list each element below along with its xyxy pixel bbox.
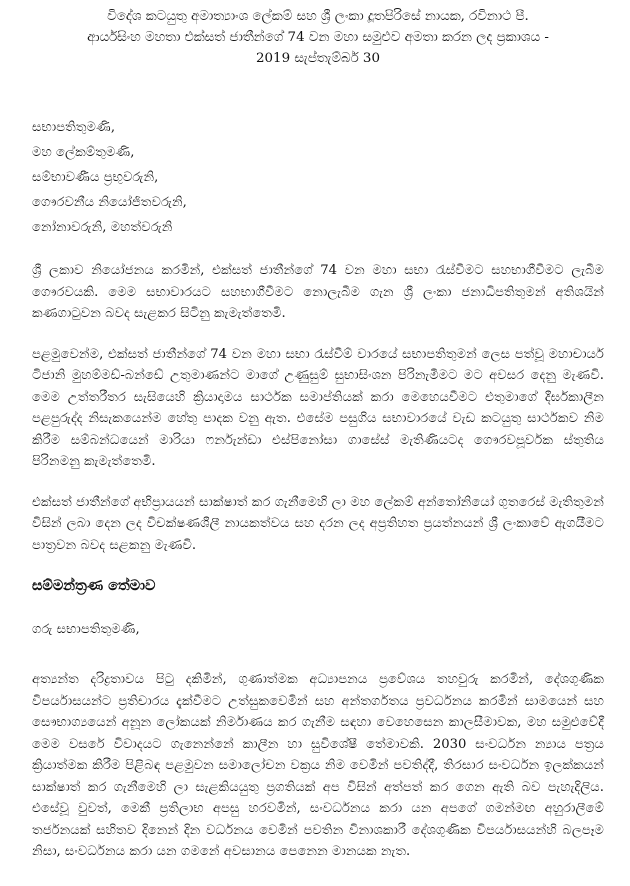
title-line: විදේශ කටයුතු අමාත්‍යාංශ ලේකම් සහ ශ්‍රී ලංකා දූතපිරිසේ නායක, රවිනාථ පී. xyxy=(107,9,529,24)
title-line: ආර්යසිංහ මහතා එක්සත් ජාතීන්ගේ 74 වන මහා සමුළුව අමතා කරන ලද ප්‍රකාශය - xyxy=(87,30,549,45)
section-heading: සම්මන්ත්‍රණ තේමාව xyxy=(32,577,156,594)
salutation-block xyxy=(32,115,604,240)
document-title xyxy=(32,6,604,69)
salutation-line: සභාපතිතුමණි, xyxy=(32,120,116,135)
paragraph-opening: ශ්‍රී ලකාව නියෝජනය කරමින්, එක්සත් ජාතීන්ගේ 74 වන මහා සභා රැස්වීමට සහභාගීවීමට ලැබීම ගෞරවයකි. මෙම සභාවාරයට සහභාගීවීමට නොලැබීම ගැන ශ්‍රී ලංකා ජනාධිපතිතුමන් අතිශයින් කණගාටුවන බවද සැළකර සිටිනු කැමැත්තෙමි. xyxy=(32,263,604,321)
paragraph-secretary-general: එක්සත් ජාතීන්ගේ අභිප්‍රායයන් සාක්ෂාත් කර ගැනීමෙහි ලා මහ ලේකම් අන්තෝනියෝ ගුතරෙස් මැතිතුමන් විසින් ලබා දෙන ලද විචක්ෂණශීලී නායකත්වය සහ දරන ලද අප්‍රතිහත ප්‍රයත්නයන් ශ්‍රී ලංකාවේ ඇගයීමට පාත්‍රවන බවද සළකනු මැණවි. xyxy=(32,494,604,553)
paragraph-congratulations: පළමුවෙන්ම, එක්සත් ජාතීන්ගේ 74 වන මහා සභා රැස්වීම් වාරයේ සභාපතිතුමන් ලෙස පත්වූ මහාචාර්ය ටිජානි මුහම්මඩ්-බන්ඩේ උතුමාණන්ට මාගේ උණුසුම් සුභාසිංශන පිරිනැමීමට මට අවසර දෙනු මැණවි. මෙම උත්තරීතර සැසියෙහි ක්‍රියාදාමය සාර්ථක සමාප්තියක් කරා මෙහෙයවීමට එතුමාගේ දීර්ඝකාලීන පළපුරුද්ද නිසැකයෙන්ම හේතු පාදක වනු ඇත. එසේම පසුගිය සභාවාරයේ වැඩ කටයුතු සාර්ථකව නිම කිරීම සම්බන්ධයෙන් මාරියා ෆර්නැන්ඩා එස්පිනෝසා ගාසේස් මැතිණියටද ගෞරවපූර්වක ස්තුතිය පිරිනමනු කැමැත්තෙමි. xyxy=(32,346,604,469)
salutation-line: මහ ලේකම්තුමණි, xyxy=(32,145,135,160)
salutation-line: ගෞරවනීය නියෝජිතවරුනි, xyxy=(32,195,187,210)
section-address: ගරු සභාපතිතුමණි, xyxy=(32,622,140,637)
salutation-line: සම්භාවණීය ප්‍රභුවරුනි, xyxy=(32,170,159,185)
paragraph-theme: අත්‍යන්ත දරිද්‍රතාවය පිටු දකිමින්, ගුණාත්මක අධ්‍යාපනය ප්‍රවේශය තහවුරු කරමින්, දේශගුණික විපර්යාසයන්ට ප්‍රතිචාරය දැක්වීමට උත්සුකවෙමින් සහ අන්තර්ගතය ප්‍රවර්ධනය කරමින් සාමයෙන් සහ සෞභාග්‍යයෙන් අනූන ලෝකයක් නිර්මාණය කර ගැනීම සඳහා වෙහෙසෙන කාලසීමාවක, මහ සමුළුවේදී මෙම වසරේ විවාදයට ගැනෙන්නේ කාලීන හා සුවිශේෂී තේමාවකි. 2030 සංවර්ධන න්‍යාය පත්‍රය ක්‍රියාත්මක කිරීම පිළිබඳ පළමුවන සමාලෝචන වක්‍රය නිම වෙමින් පවතිද්දී, තිරසාර සංවර්ධන ඉලක්කයන් සාක්ෂාත් කර ගැනීමෙහි ලා සැළකියයුතු ප්‍රගතියක් අප විසින් අත්පත් කර ගෙන ඇති බව පැහැදිලිය. එසේවූ වුවත්, මෙකී ප්‍රතිලාභ අපසු හරවමින්, සංවර්ධනය කරා යන අපගේ ගමන්මඟ අහුරාලීමේ තර්ජනයක් සහිතව දිනෙන් දින වර්ධනය වෙමින් පවතින විනාශකාරී දේශගුණික විපර්යාසයන්හි බලපෑම නිසා, සංවර්ධනය කරා යන ගමනේ අවසානය පෙනෙන මානයක නැත. xyxy=(32,672,604,859)
title-line-date: 2019 සැප්තැම්බර් 30 xyxy=(256,51,380,66)
salutation-line: නෝනාවරුනි, මහත්වරුනි xyxy=(32,220,173,235)
